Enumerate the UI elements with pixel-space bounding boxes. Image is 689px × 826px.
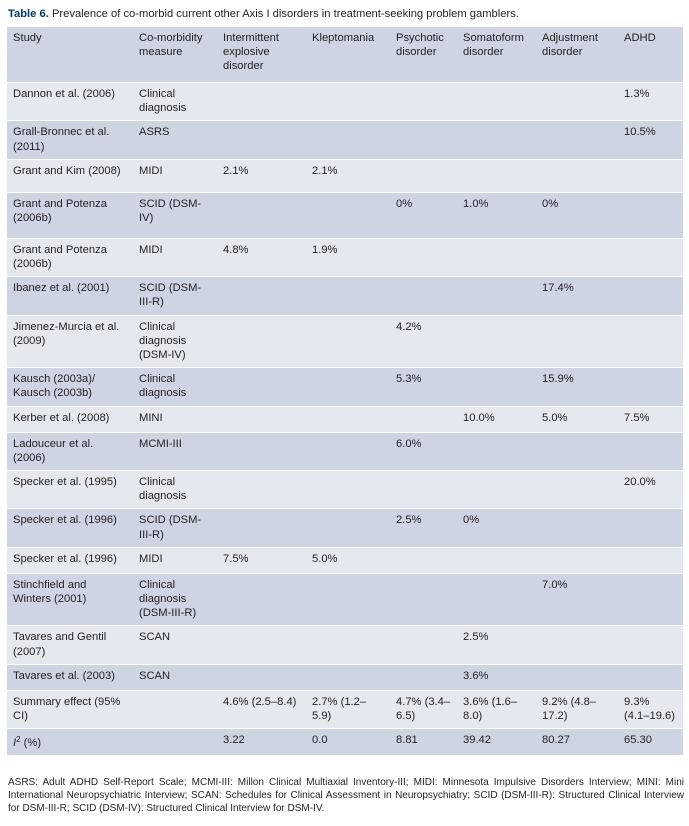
value-cell xyxy=(217,406,306,432)
value-cell xyxy=(217,277,306,315)
study-cell: Grall-Bronnec et al. (2011) xyxy=(7,121,133,159)
measure-cell: MCMI-III xyxy=(133,432,217,470)
value-cell: 9.2% (4.8–17.2) xyxy=(536,690,618,728)
value-cell: 4.2% xyxy=(390,315,457,368)
value-cell: 3.6% xyxy=(457,664,536,690)
measure-cell: SCAN xyxy=(133,626,217,664)
value-cell: 2.1% xyxy=(217,159,306,192)
table-row xyxy=(7,471,683,509)
table-body xyxy=(7,83,683,756)
value-cell xyxy=(618,664,683,690)
value-cell xyxy=(306,315,390,368)
value-cell xyxy=(390,83,457,121)
value-cell xyxy=(217,192,306,238)
value-cell xyxy=(390,573,457,626)
measure-cell: Clinical diagnosis xyxy=(133,368,217,406)
value-cell xyxy=(306,368,390,406)
value-cell xyxy=(618,368,683,406)
value-cell: 0% xyxy=(390,192,457,238)
measure-cell: SCID (DSM-IV) xyxy=(133,192,217,238)
study-cell: Grant and Kim (2008) xyxy=(7,159,133,192)
value-cell xyxy=(536,547,618,573)
value-cell xyxy=(618,277,683,315)
study-cell: Kausch (2003a)/ Kausch (2003b) xyxy=(7,368,133,406)
table-row xyxy=(7,83,683,121)
value-cell: 2.5% xyxy=(457,626,536,664)
value-cell xyxy=(390,121,457,159)
value-cell xyxy=(457,432,536,470)
value-cell xyxy=(306,83,390,121)
i-squared-value xyxy=(133,729,217,756)
value-cell xyxy=(618,315,683,368)
value-cell xyxy=(457,121,536,159)
value-cell: 1.3% xyxy=(618,83,683,121)
value-cell: 4.7% (3.4–6.5) xyxy=(390,690,457,728)
value-cell xyxy=(457,315,536,368)
value-cell xyxy=(217,432,306,470)
column-header: Kleptomania xyxy=(312,32,375,44)
i-squared-row xyxy=(7,729,683,756)
value-cell: 7.5% xyxy=(217,547,306,573)
measure-cell: Clinical diagnosis (DSM-III-R) xyxy=(133,573,217,626)
value-cell xyxy=(306,121,390,159)
value-cell xyxy=(306,573,390,626)
measure-cell: SCID (DSM-III-R) xyxy=(133,277,217,315)
column-header: Intermittent explosive disorder xyxy=(223,32,279,73)
value-cell: 2.7% (1.2–5.9) xyxy=(306,690,390,728)
value-cell xyxy=(217,315,306,368)
table-header-row xyxy=(7,27,683,83)
value-cell: 3.6% (1.6–8.0) xyxy=(457,690,536,728)
value-cell: 15.9% xyxy=(536,368,618,406)
value-cell: 4.8% xyxy=(217,238,306,276)
value-cell xyxy=(536,664,618,690)
value-cell: 6.0% xyxy=(390,432,457,470)
value-cell: 2.5% xyxy=(390,509,457,547)
table-caption-label: Table 6. xyxy=(8,8,49,20)
column-header: Somatoform disorder xyxy=(463,32,524,59)
value-cell: 1.9% xyxy=(306,238,390,276)
value-cell xyxy=(217,664,306,690)
value-cell xyxy=(618,238,683,276)
value-cell xyxy=(536,238,618,276)
value-cell xyxy=(390,277,457,315)
value-cell xyxy=(536,509,618,547)
table-row xyxy=(7,238,683,276)
value-cell xyxy=(457,573,536,626)
table-caption xyxy=(8,7,684,21)
value-cell xyxy=(390,626,457,664)
value-cell xyxy=(536,121,618,159)
value-cell xyxy=(217,368,306,406)
value-cell xyxy=(618,432,683,470)
value-cell: 20.0% xyxy=(618,471,683,509)
i-squared-value: 39.42 xyxy=(457,729,536,756)
value-cell xyxy=(618,626,683,664)
i-squared-value: 80.27 xyxy=(536,729,618,756)
table-row xyxy=(7,626,683,664)
value-cell: 0% xyxy=(536,192,618,238)
i-squared-unit: (%) xyxy=(20,737,42,750)
value-cell xyxy=(306,471,390,509)
value-cell xyxy=(618,159,683,192)
value-cell xyxy=(390,159,457,192)
table-footnote: ASRS: Adult ADHD Self-Report Scale; MCMI-III: Millon Clinical Multiaxial Inventory-III; MIDI: Minnesota Impulsive Disorders Interview; MINI: Mini International Neuropsychiatric Interview; SCAN: Schedules for Clinical Assessment in Neuropsychiatry; SCID (DSM-III-R): Structured Clinical Interview for DSM-III-R; SCID (DSM-IV): Structured Clinical Interview for DSM-IV. xyxy=(8,777,684,814)
table-row xyxy=(7,277,683,315)
measure-cell: Clinical diagnosis xyxy=(133,83,217,121)
value-cell xyxy=(457,547,536,573)
value-cell xyxy=(536,83,618,121)
value-cell: 17.4% xyxy=(536,277,618,315)
value-cell xyxy=(306,406,390,432)
column-header: Study xyxy=(13,32,42,44)
study-cell: Specker et al. (1996) xyxy=(7,509,133,547)
value-cell xyxy=(390,406,457,432)
table-row xyxy=(7,159,683,192)
measure-cell: MIDI xyxy=(133,159,217,192)
study-cell: Ibanez et al. (2001) xyxy=(7,277,133,315)
value-cell xyxy=(217,471,306,509)
value-cell xyxy=(618,192,683,238)
value-cell xyxy=(306,626,390,664)
value-cell: 5.0% xyxy=(536,406,618,432)
study-cell: Kerber et al. (2008) xyxy=(7,406,133,432)
measure-cell: Clinical diagnosis xyxy=(133,471,217,509)
value-cell xyxy=(536,471,618,509)
value-cell xyxy=(618,509,683,547)
value-cell xyxy=(217,83,306,121)
column-header: Psychotic disorder xyxy=(396,32,444,59)
value-cell: 7.5% xyxy=(618,406,683,432)
value-cell xyxy=(536,315,618,368)
measure-cell: SCID (DSM-III-R) xyxy=(133,509,217,547)
column-header: ADHD xyxy=(624,32,656,44)
column-header: Adjustment disorder xyxy=(542,32,598,59)
study-cell: Grant and Potenza (2006b) xyxy=(7,238,133,276)
value-cell xyxy=(618,573,683,626)
comorbidity-table xyxy=(7,27,683,755)
value-cell xyxy=(457,238,536,276)
value-cell xyxy=(217,121,306,159)
value-cell xyxy=(306,192,390,238)
value-cell xyxy=(217,626,306,664)
study-cell: Grant and Potenza (2006b) xyxy=(7,192,133,238)
study-cell: Tavares et al. (2003) xyxy=(7,664,133,690)
study-cell: Stinchfield and Winters (2001) xyxy=(7,573,133,626)
value-cell: 9.3% (4.1–19.6) xyxy=(618,690,683,728)
table-row xyxy=(7,368,683,406)
value-cell xyxy=(536,626,618,664)
value-cell: 1.0% xyxy=(457,192,536,238)
table-row xyxy=(7,573,683,626)
value-cell xyxy=(217,573,306,626)
table-row xyxy=(7,315,683,368)
value-cell xyxy=(306,277,390,315)
measure-cell: SCAN xyxy=(133,664,217,690)
table-row xyxy=(7,192,683,238)
value-cell xyxy=(306,432,390,470)
value-cell: 4.6% (2.5–8.4) xyxy=(217,690,306,728)
i-squared-superscript: 2 xyxy=(16,735,21,745)
value-cell xyxy=(457,83,536,121)
study-cell: Ladouceur et al. (2006) xyxy=(7,432,133,470)
measure-cell: Clinical diagnosis (DSM-IV) xyxy=(133,315,217,368)
value-cell xyxy=(217,509,306,547)
value-cell xyxy=(390,471,457,509)
study-cell: Specker et al. (1995) xyxy=(7,471,133,509)
i-squared-value: 3.22 xyxy=(217,729,306,756)
study-cell: Dannon et al. (2006) xyxy=(7,83,133,121)
study-cell: Summary effect (95% CI) xyxy=(7,690,133,728)
table-row xyxy=(7,547,683,573)
value-cell: 2.1% xyxy=(306,159,390,192)
value-cell: 10.0% xyxy=(457,406,536,432)
value-cell: 5.3% xyxy=(390,368,457,406)
study-cell: Jimenez-Murcia et al. (2009) xyxy=(7,315,133,368)
value-cell: 0% xyxy=(457,509,536,547)
value-cell xyxy=(390,664,457,690)
value-cell xyxy=(457,277,536,315)
table-row xyxy=(7,121,683,159)
value-cell xyxy=(618,547,683,573)
table-caption-text: Prevalence of co-morbid current other Axis I disorders in treatment-seeking problem gamblers. xyxy=(51,8,519,20)
measure-cell: MIDI xyxy=(133,238,217,276)
study-cell: Tavares and Gentil (2007) xyxy=(7,626,133,664)
value-cell xyxy=(536,159,618,192)
value-cell: 7.0% xyxy=(536,573,618,626)
value-cell xyxy=(536,432,618,470)
value-cell xyxy=(306,664,390,690)
table-row xyxy=(7,509,683,547)
i-squared-value: 65.30 xyxy=(618,729,683,756)
study-cell: Specker et al. (1996) xyxy=(7,547,133,573)
summary-effect-row xyxy=(7,690,683,728)
value-cell xyxy=(457,471,536,509)
i-squared-symbol: I xyxy=(13,737,17,750)
i-squared-value: 0.0 xyxy=(306,729,390,756)
i-squared-value: 8.81 xyxy=(390,729,457,756)
i-squared-label xyxy=(7,729,133,756)
value-cell: 5.0% xyxy=(306,547,390,573)
table-row xyxy=(7,406,683,432)
measure-cell: MIDI xyxy=(133,547,217,573)
measure-cell: MINI xyxy=(133,406,217,432)
measure-cell: ASRS xyxy=(133,121,217,159)
value-cell xyxy=(457,368,536,406)
value-cell: 10.5% xyxy=(618,121,683,159)
table-row xyxy=(7,432,683,470)
table-row xyxy=(7,664,683,690)
value-cell xyxy=(457,159,536,192)
value-cell xyxy=(306,509,390,547)
value-cell xyxy=(390,238,457,276)
measure-cell xyxy=(133,690,217,728)
column-header: Co-morbidity measure xyxy=(139,32,203,59)
value-cell xyxy=(390,547,457,573)
